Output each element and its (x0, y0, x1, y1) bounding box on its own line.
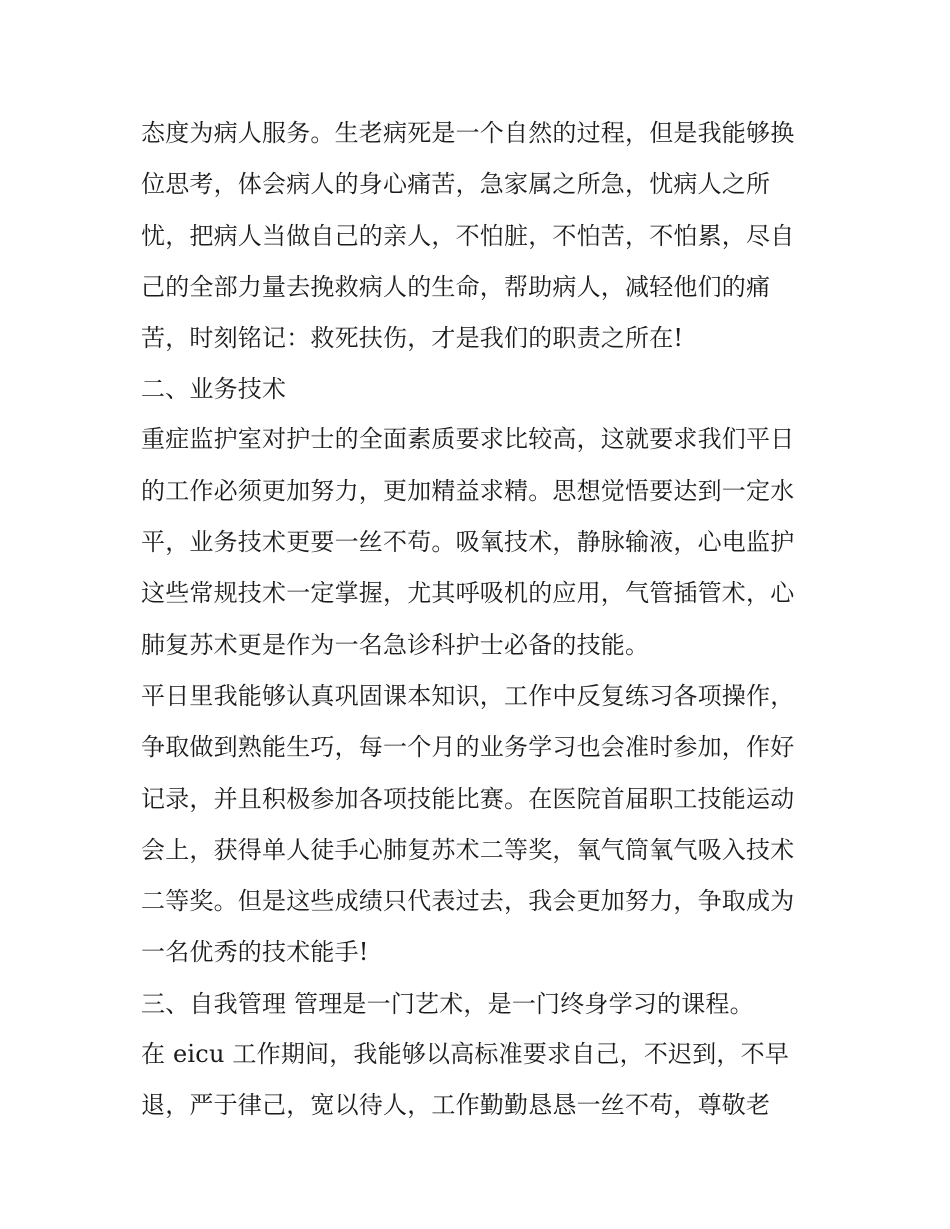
text-line: 己的全部力量去挽救病人的生命，帮助病人，减轻他们的痛 (141, 272, 771, 301)
text-line: 重症监护室对护士的全面素质要求比较高，这就要求我们平日 (141, 425, 795, 454)
text-line: 二等奖。但是这些成绩只代表过去，我会更加努力，争取成为 (141, 887, 795, 916)
text-line: 争取做到熟能生巧，每一个月的业务学习也会准时参加，作好 (141, 733, 795, 762)
text-line: 一名优秀的技术能手! (141, 938, 369, 967)
text-line: 平，业务技术更要一丝不苟。吸氧技术，静脉输液，心电监护 (141, 528, 795, 557)
text-line: 位思考，体会病人的身心痛苦，急家属之所急，忧病人之所 (141, 170, 771, 199)
text-line: 退，严于律己，宽以待人，工作勤勤恳恳一丝不苟，尊敬老 (141, 1091, 771, 1120)
text-line: 忧，把病人当做自己的亲人，不怕脏，不怕苦，不怕累，尽自 (141, 221, 795, 250)
text-line: 苦，时刻铭记：救死扶伤，才是我们的职责之所在! (141, 324, 684, 353)
document-body (141, 108, 821, 1131)
text-line: 这些常规技术一定掌握，尤其呼吸机的应用，气管插管术，心 (141, 579, 795, 608)
text-line: 肺复苏术更是作为一名急诊科护士必备的技能。 (141, 630, 650, 659)
text-line: 记录，并且积极参加各项技能比赛。在医院首届职工技能运动 (141, 784, 795, 813)
text-line: 的工作必须更加努力，更加精益求精。思想觉悟要达到一定水 (141, 476, 795, 505)
text-line: 平日里我能够认真巩固课本知识，工作中反复练习各项操作， (141, 681, 795, 710)
text-line: 在 eicu 工作期间，我能够以高标准要求自己，不迟到，不早 (141, 1039, 790, 1068)
section-heading-self-management: 三、自我管理 管理是一门艺术，是一门终身学习的课程。 (141, 989, 754, 1018)
section-heading-business-skills: 二、业务技术 (141, 375, 287, 404)
text-line: 会上，获得单人徒手心肺复苏术二等奖，氧气筒氧气吸入技术 (141, 835, 795, 864)
text-line: 态度为病人服务。生老病死是一个自然的过程，但是我能够换 (141, 119, 795, 147)
